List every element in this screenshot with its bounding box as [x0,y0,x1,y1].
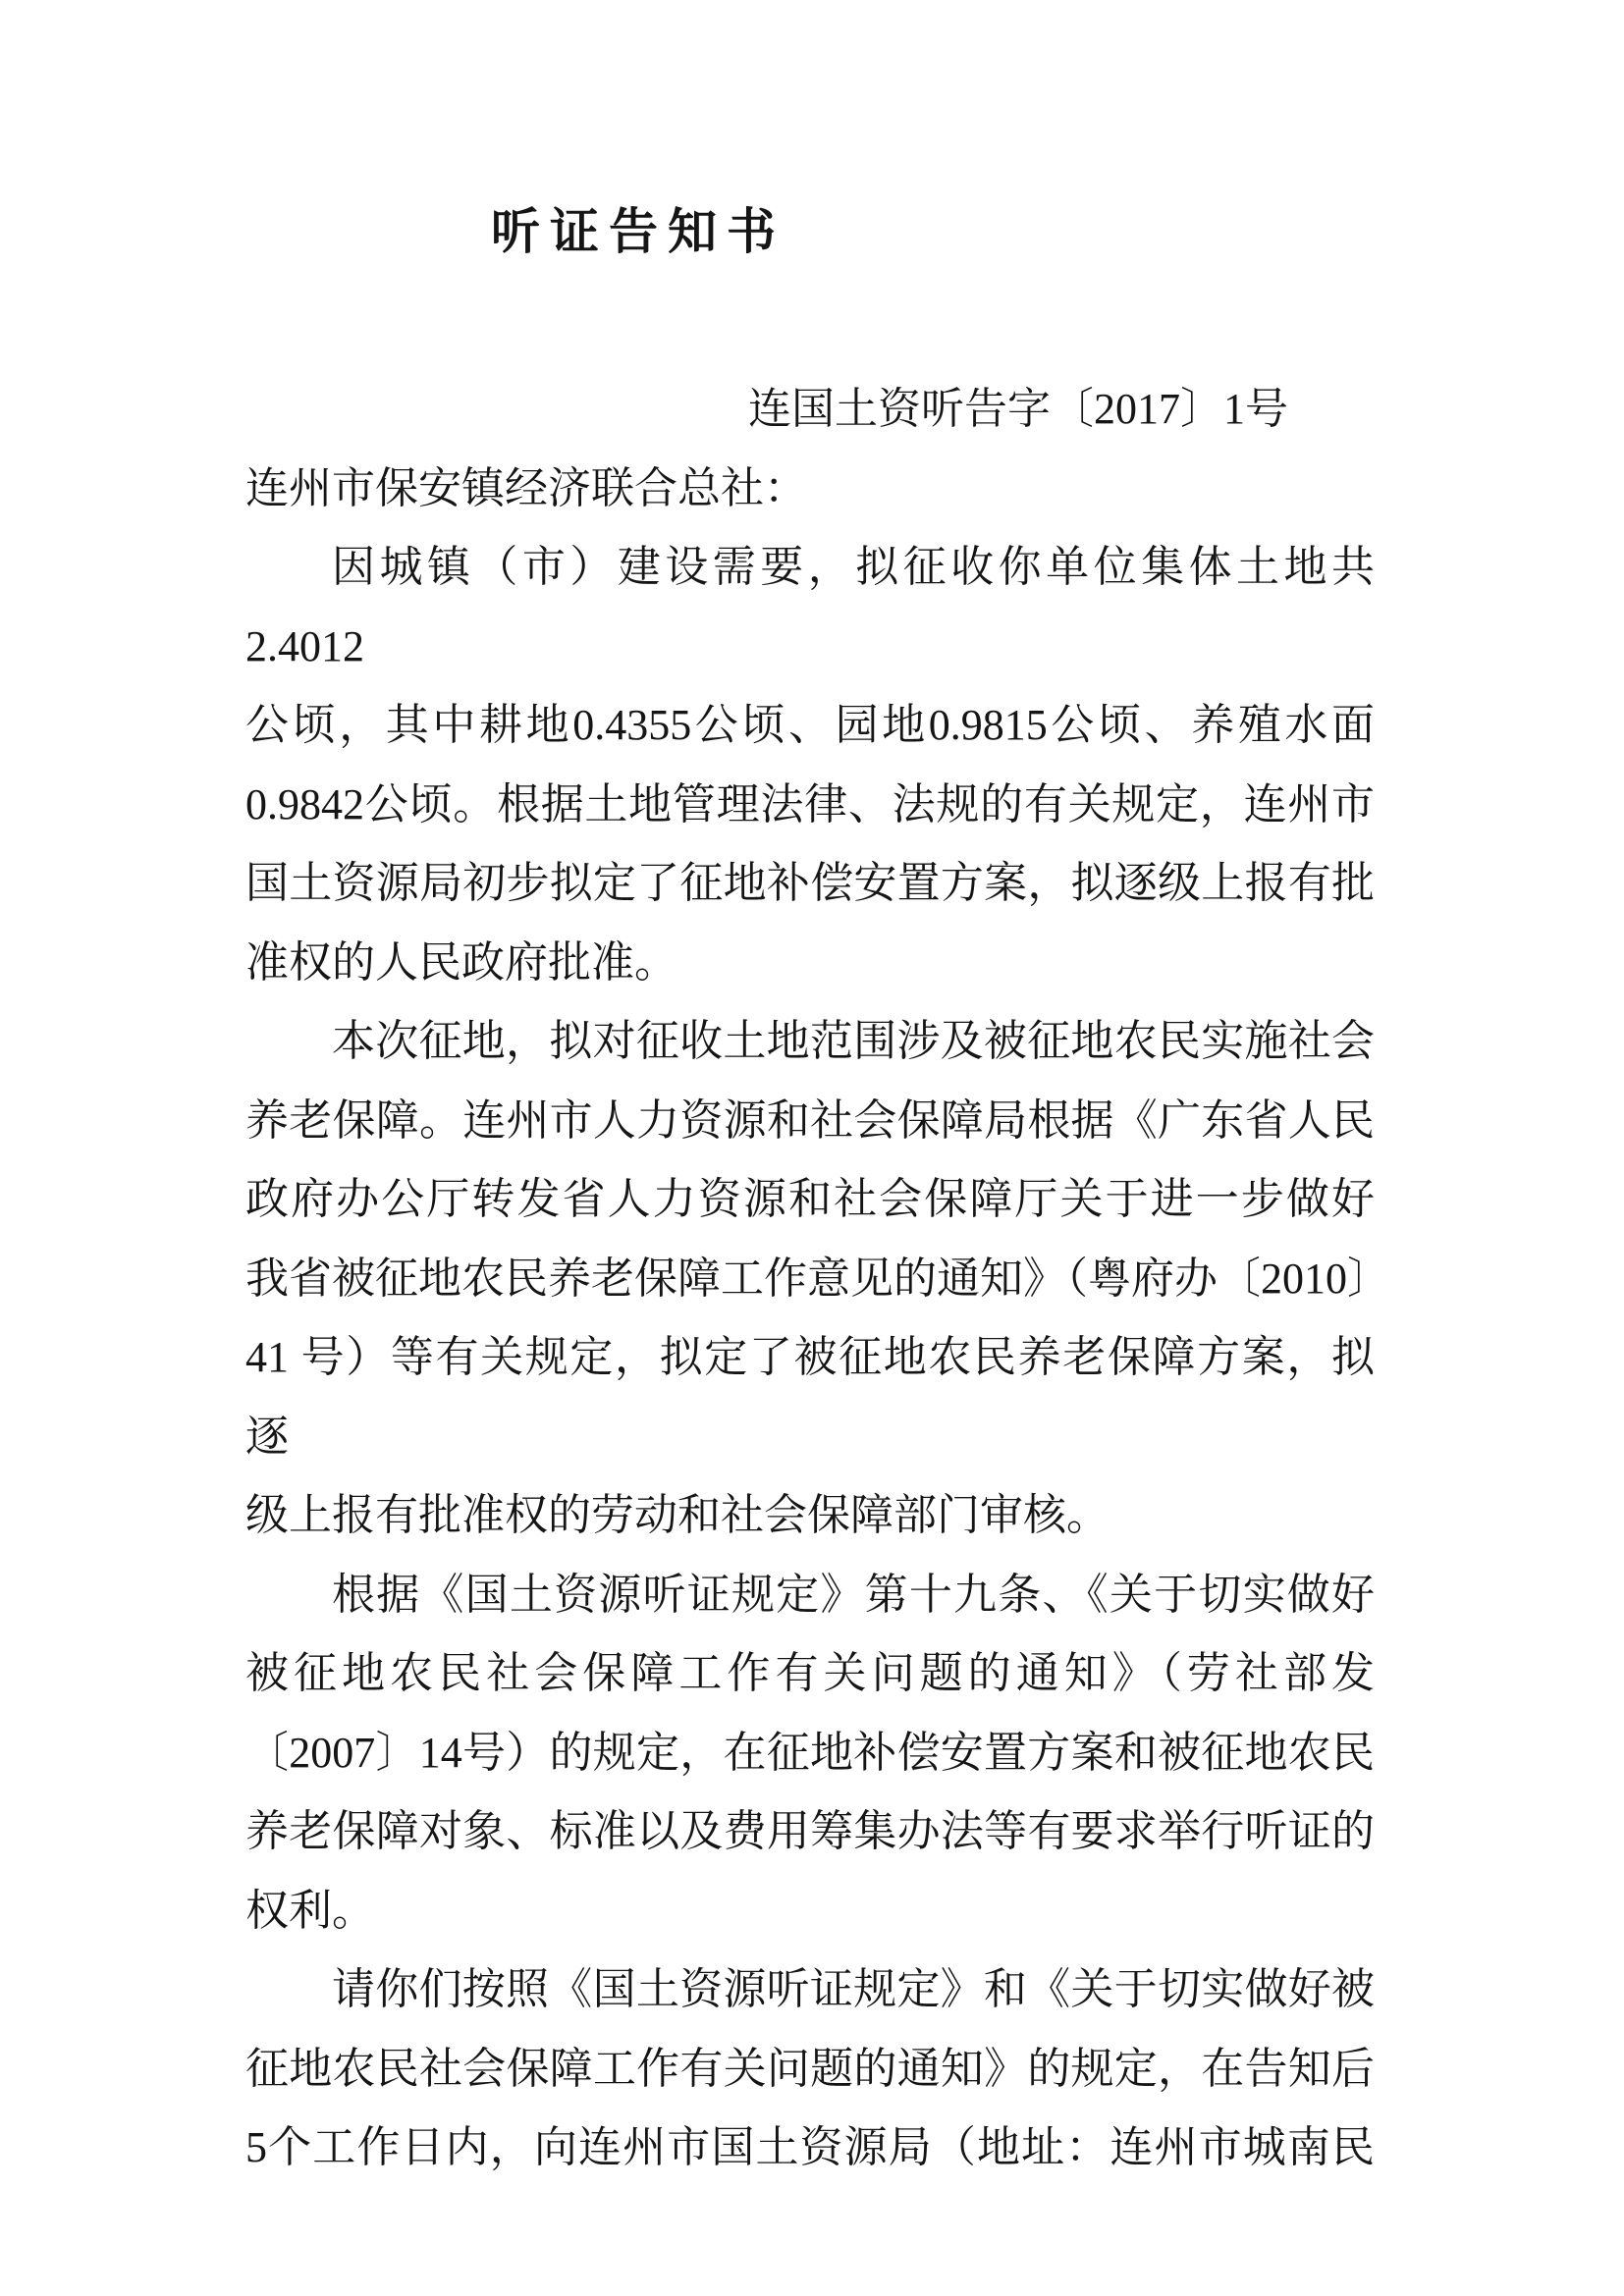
body-line: 被征地农民社会保障工作有关问题的通知》（劳社部发 [245,1649,1375,1697]
body-line: 本次征地，拟对征收土地范围涉及被征地农民实施社会 [332,1017,1375,1065]
body-line: 我省被征地农民养老保障工作意见的通知》（粤府办〔2010〕 [245,1254,1390,1303]
document-title: 听证告知书 [491,204,785,259]
body-line: 级上报有批准权的劳动和社会保障部门审核。 [245,1491,1110,1539]
body-line: 权利。 [245,1886,375,1935]
body-line: 因城镇（市）建设需要，拟征收你单位集体土地共2.4012 [245,543,1375,670]
document-number: 连国土资听告字〔2017〕1号 [748,385,1288,433]
body-line: 准权的人民政府批准。 [245,937,677,987]
body-line: 请你们按照《国土资源听证规定》和《关于切实做好被 [332,1965,1375,2013]
body-line: 〔2007〕14号）的规定，在征地补偿安置方案和被征地农民 [245,1728,1375,1777]
body-line: 养老保障。连州市人力资源和社会保障局根据《广东省人民 [245,1095,1375,1145]
body-line: 养老保障对象、标准以及费用筹集办法等有要求举行听证的 [245,1807,1375,1855]
salutation-line: 连州市保安镇经济联合总社： [245,463,807,512]
body-line: 征地农民社会保障工作有关问题的通知》的规定，在告知后 [245,2044,1375,2093]
body-line: 41 号）等有关规定，拟定了被征地农民养老保障方案，拟逐 [245,1333,1375,1461]
document-body [245,370,1390,2188]
body-line: 0.9842公顷。根据土地管理法律、法规的有关规定，连州市 [245,779,1375,828]
body-line: 5个工作日内，向连州市国土资源局（地址：连州市城南民 [245,2123,1375,2171]
body-line: 公顷，其中耕地0.4355公顷、园地0.9815公顷、养殖水面 [245,701,1375,749]
body-line: 国土资源局初步拟定了征地补偿安置方案，拟逐级上报有批 [245,859,1375,907]
body-line: 根据《国土资源听证规定》第十九条、《关于切实做好 [332,1570,1375,1619]
body-line: 政府办公厅转发省人力资源和社会保障厅关于进一步做好 [245,1175,1375,1223]
